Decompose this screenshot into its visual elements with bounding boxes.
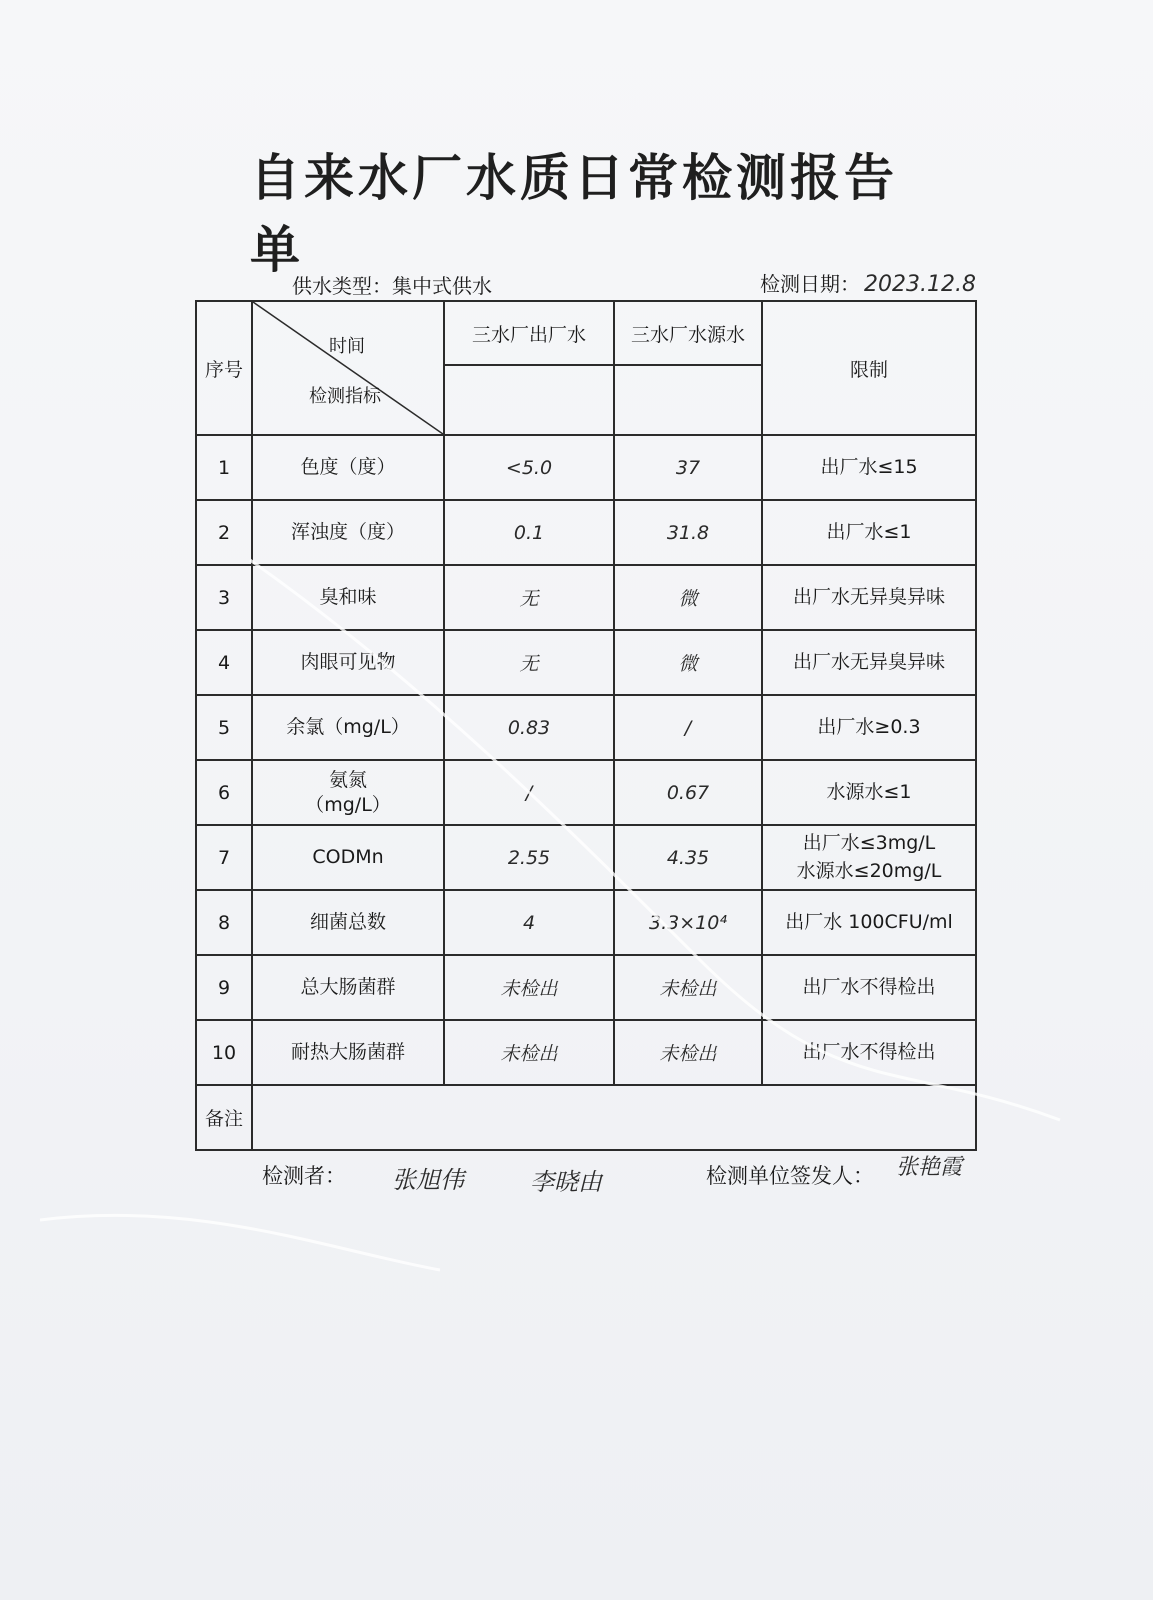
- row-indicator: 浑浊度（度）: [252, 500, 444, 565]
- col-header-a: 三水厂出厂水: [444, 301, 614, 365]
- diagonal-header-top: 时间: [329, 336, 365, 357]
- col-header-b: 三水厂水源水: [614, 301, 762, 365]
- row-indicator: 细菌总数: [252, 890, 444, 955]
- row-value-b: 37: [614, 435, 762, 500]
- diagonal-header-bottom: 检测指标: [309, 386, 381, 407]
- row-value-b: 3.3×10⁴: [614, 890, 762, 955]
- row-seq: 7: [196, 825, 252, 890]
- row-value-a: 0.1: [444, 500, 614, 565]
- row-seq: 2: [196, 500, 252, 565]
- row-value-a: <5.0: [444, 435, 614, 500]
- row-indicator: 肉眼可见物: [252, 630, 444, 695]
- seq-header: 序号: [196, 301, 252, 435]
- supply-type-value: 集中式供水: [392, 274, 492, 298]
- issuer-label: 检测单位签发人：: [706, 1164, 874, 1188]
- row-indicator: 总大肠菌群: [252, 955, 444, 1020]
- row-value-b: 31.8: [614, 500, 762, 565]
- row-seq: 10: [196, 1020, 252, 1085]
- row-limit: 出厂水不得检出: [762, 1020, 976, 1085]
- row-value-b: 4.35: [614, 825, 762, 890]
- row-limit: 出厂水≤1: [762, 500, 976, 565]
- row-indicator: 氨氮 （mg/L）: [252, 760, 444, 825]
- supply-type-label: 供水类型：: [292, 274, 392, 298]
- row-seq: 6: [196, 760, 252, 825]
- row-value-a: 4: [444, 890, 614, 955]
- row-limit: 出厂水无异臭异味: [762, 565, 976, 630]
- row-seq: 4: [196, 630, 252, 695]
- row-indicator: 耐热大肠菌群: [252, 1020, 444, 1085]
- row-limit: 出厂水≤3mg/L 水源水≤20mg/L: [762, 825, 976, 890]
- row-indicator: CODMn: [252, 825, 444, 890]
- note-label: 备注: [196, 1085, 252, 1150]
- row-value-b: 微: [614, 565, 762, 630]
- col-header-limit: 限制: [762, 301, 976, 435]
- issuer-signature: 张艳霞: [896, 1155, 963, 1180]
- test-date-value: 2023.12.8: [864, 272, 976, 297]
- row-seq: 9: [196, 955, 252, 1020]
- row-limit: 水源水≤1: [762, 760, 976, 825]
- row-value-b: 微: [614, 630, 762, 695]
- row-value-b: 未检出: [614, 1020, 762, 1085]
- tester-label: 检测者：: [262, 1164, 346, 1188]
- row-value-b: 未检出: [614, 955, 762, 1020]
- row-limit: 出厂水≥0.3: [762, 695, 976, 760]
- row-value-a: /: [444, 760, 614, 825]
- row-seq: 8: [196, 890, 252, 955]
- row-limit: 出厂水 100CFU/ml: [762, 890, 976, 955]
- row-indicator: 余氯（mg/L）: [252, 695, 444, 760]
- page-title: 自来水厂水质日常检测报告单: [250, 149, 898, 279]
- row-value-a: 2.55: [444, 825, 614, 890]
- row-value-a: 未检出: [444, 955, 614, 1020]
- row-value-a: 无: [444, 565, 614, 630]
- test-date-label: 检测日期：: [760, 272, 860, 296]
- row-value-a: 未检出: [444, 1020, 614, 1085]
- row-limit: 出厂水不得检出: [762, 955, 976, 1020]
- row-seq: 1: [196, 435, 252, 500]
- row-indicator: 色度（度）: [252, 435, 444, 500]
- row-seq: 5: [196, 695, 252, 760]
- row-limit: 出厂水无异臭异味: [762, 630, 976, 695]
- row-indicator: 臭和味: [252, 565, 444, 630]
- tester-signature-2: 李晓由: [530, 1168, 602, 1196]
- tester-signature-1: 张旭伟: [392, 1166, 464, 1194]
- row-value-b: 0.67: [614, 760, 762, 825]
- row-value-a: 0.83: [444, 695, 614, 760]
- row-seq: 3: [196, 565, 252, 630]
- row-value-a: 无: [444, 630, 614, 695]
- row-value-b: /: [614, 695, 762, 760]
- row-limit: 出厂水≤15: [762, 435, 976, 500]
